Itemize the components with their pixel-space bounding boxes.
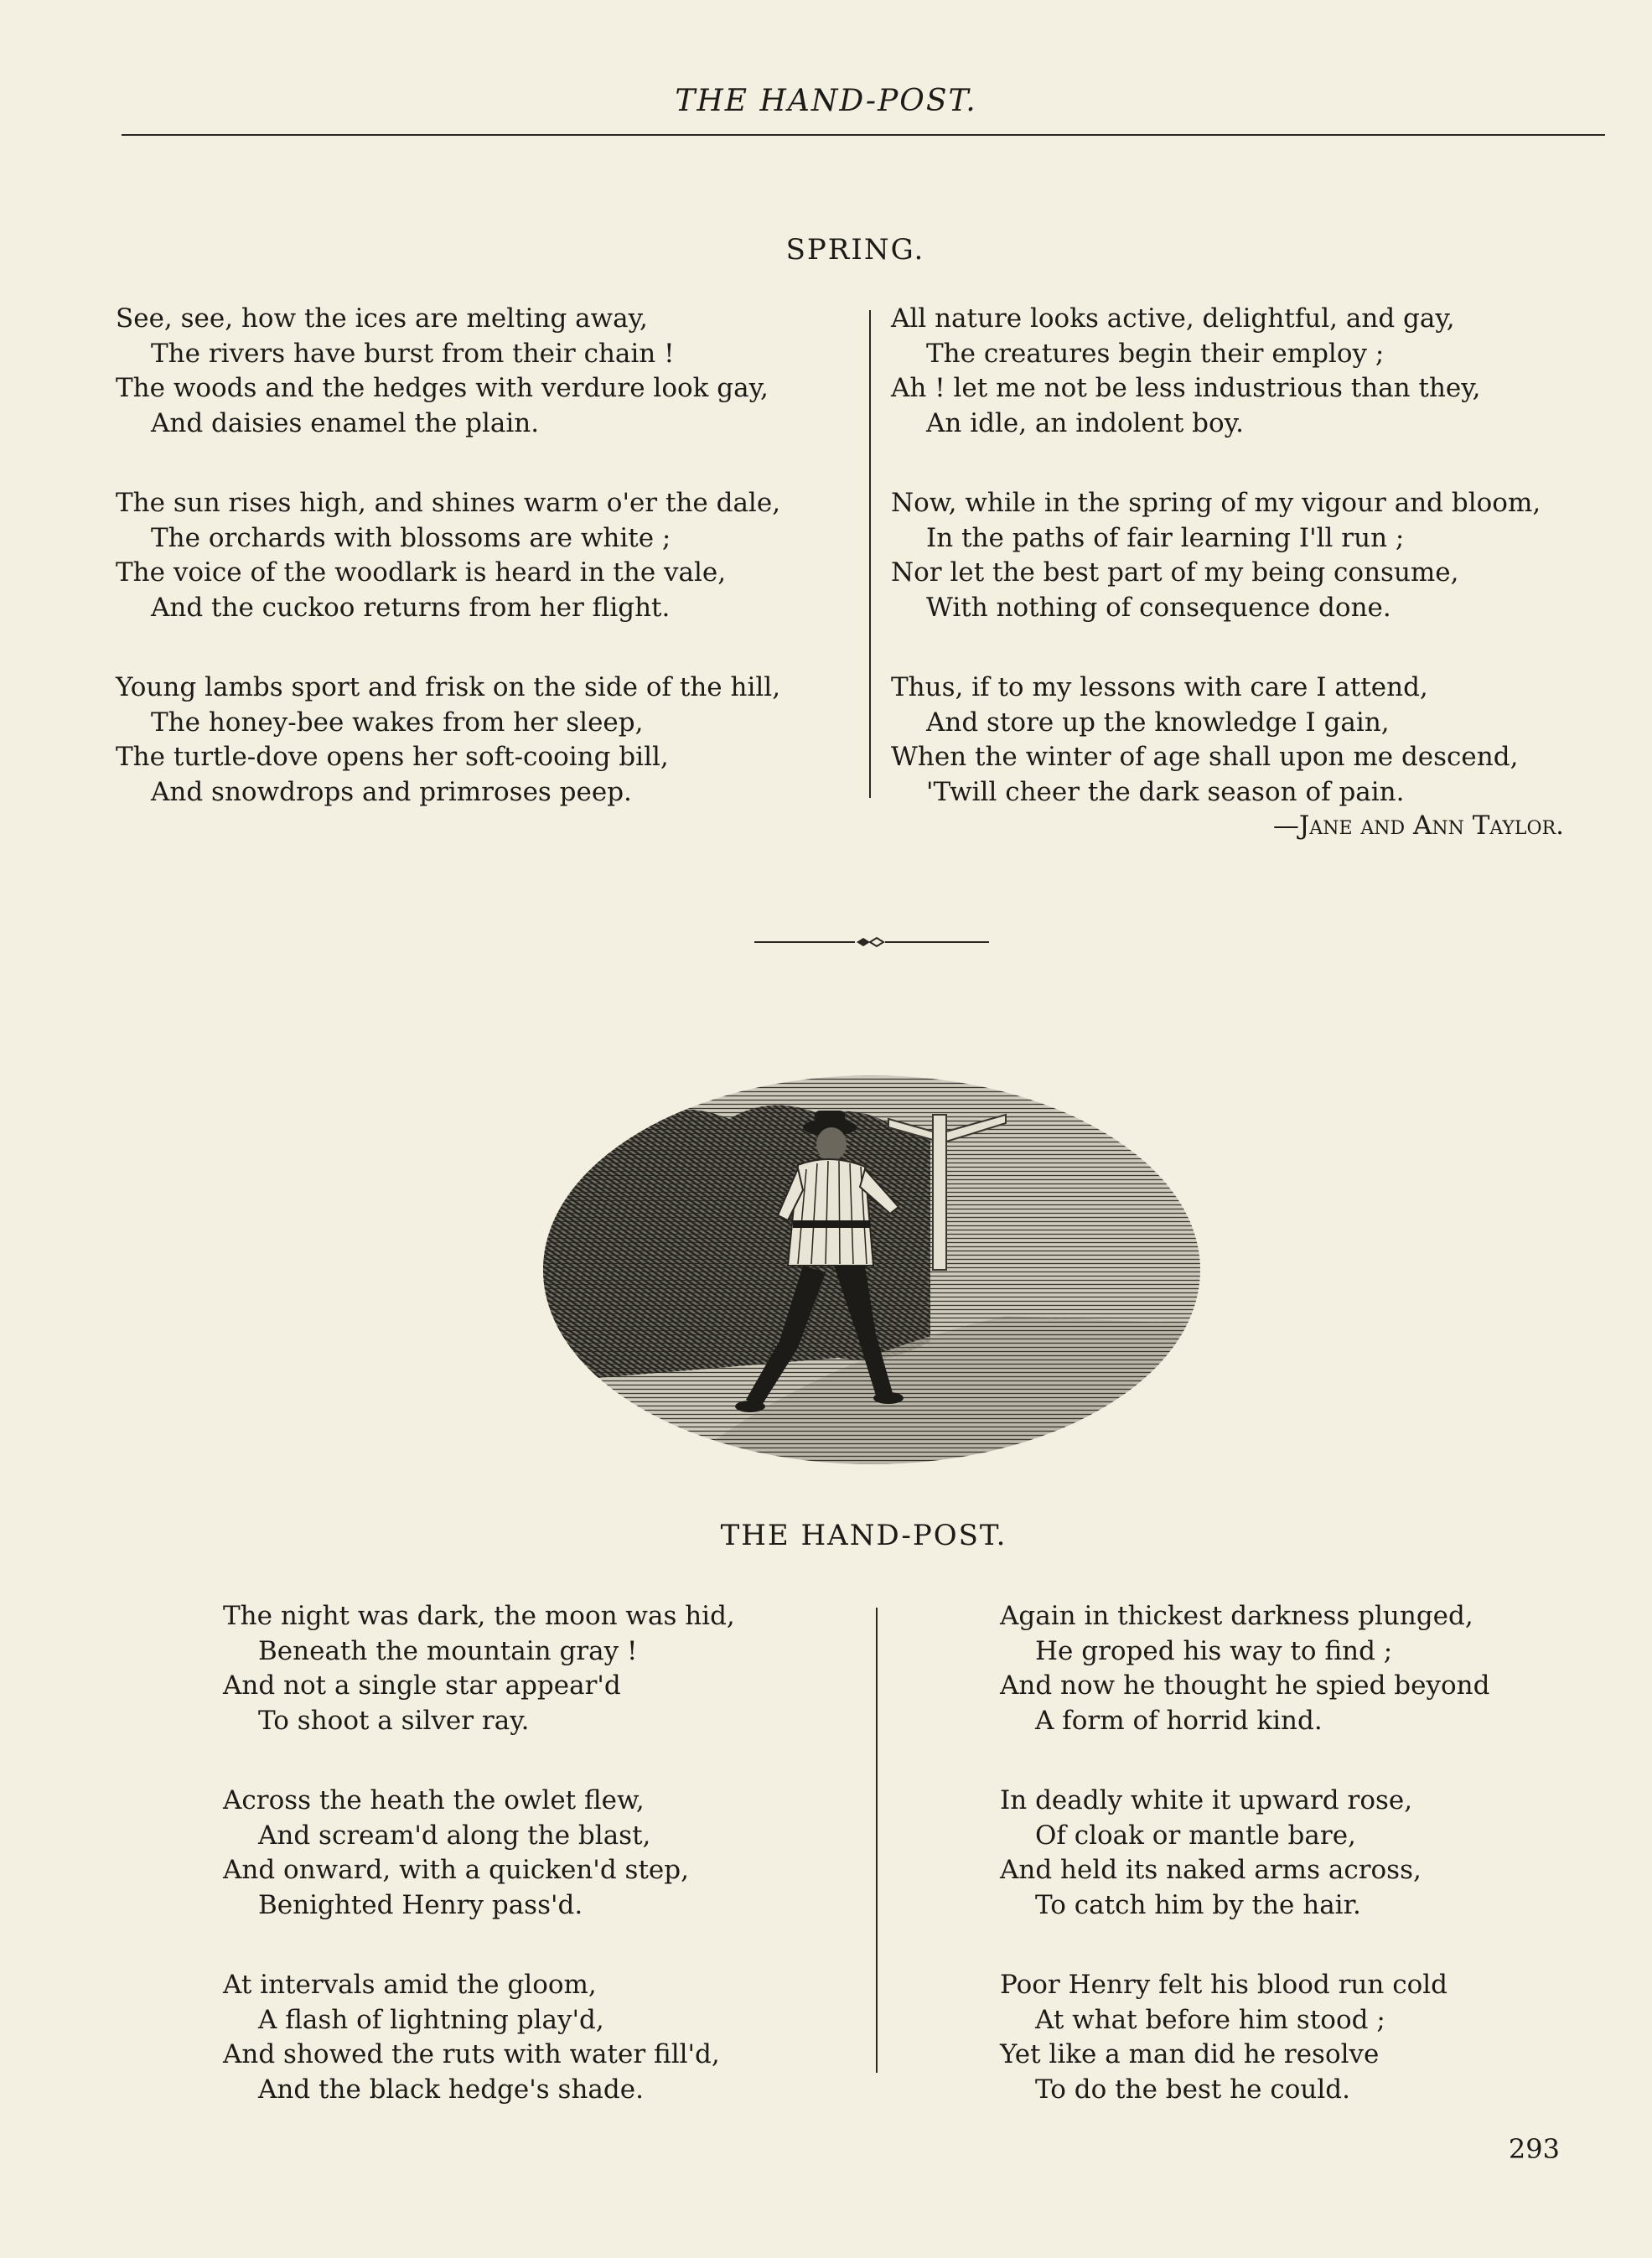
- poem-line: And held its naked arms across,: [1000, 1855, 1422, 1885]
- poem-line: When the winter of age shall upon me descend,: [891, 742, 1519, 772]
- poem-line: Again in thickest darkness plunged,: [1000, 1601, 1473, 1631]
- poem-line: At what before him stood ;: [1035, 2004, 1385, 2035]
- poem-line: And daisies enamel the plain.: [151, 407, 540, 438]
- poem-line: And not a single star appear'd: [223, 1670, 621, 1701]
- handpost-right-column: [1000, 1599, 1489, 2152]
- poem-line: Of cloak or mantle bare,: [1035, 1820, 1356, 1851]
- poem-line: And store up the knowledge I gain,: [926, 707, 1390, 738]
- poem-line: The honey-bee wakes from her sleep,: [151, 707, 644, 738]
- poem-line: A flash of lightning play'd,: [258, 2004, 604, 2035]
- poem-title-spring: SPRING.: [785, 233, 925, 267]
- poem-line: In deadly white it upward rose,: [1000, 1785, 1413, 1815]
- poem-line: Benighted Henry pass'd.: [258, 1889, 583, 1920]
- poem-line: To shoot a silver ray.: [258, 1705, 530, 1736]
- poem-line: The creatures begin their employ ;: [926, 338, 1385, 369]
- poem-line: An idle, an indolent boy.: [926, 407, 1244, 438]
- poem-line: And showed the ruts with water fill'd,: [223, 2039, 720, 2069]
- poem-line: The woods and the hedges with verdure look gay,: [116, 373, 769, 403]
- poem-line: Now, while in the spring of my vigour and bloom,: [891, 488, 1541, 518]
- stanza: [1000, 1968, 1489, 2107]
- poem-line: He groped his way to find ;: [1035, 1635, 1393, 1666]
- poem-line: All nature looks active, delightful, and gay,: [891, 303, 1455, 334]
- poem-line: And scream'd along the blast,: [258, 1820, 651, 1851]
- poem-line: And onward, with a quicken'd step,: [223, 1855, 689, 1885]
- poem-title-hand-post: THE HAND-POST.: [720, 1519, 1007, 1552]
- stanza: [116, 671, 780, 810]
- poem-line: To do the best he could.: [1035, 2074, 1350, 2105]
- running-head: THE HAND-POST.: [675, 84, 977, 118]
- poem-line: See, see, how the ices are melting away,: [116, 303, 648, 334]
- poem-line: And the cuckoo returns from her flight.: [151, 592, 671, 623]
- poem-line: The night was dark, the moon was hid,: [223, 1601, 735, 1631]
- poem-line: A form of horrid kind.: [1035, 1705, 1323, 1736]
- hand-post-engraving: [536, 1064, 1207, 1484]
- stanza: [891, 486, 1541, 625]
- poem-line: The voice of the woodlark is heard in the vale,: [116, 557, 727, 588]
- poem-line: Across the heath the owlet flew,: [223, 1785, 645, 1815]
- ornament-divider: [754, 932, 989, 952]
- poem-line: With nothing of consequence done.: [926, 592, 1391, 623]
- handpost-left-column: [223, 1599, 735, 2152]
- column-divider: [869, 310, 871, 798]
- attribution: —Jane and Ann Taylor.: [1272, 810, 1564, 841]
- page-number: 293: [1508, 2133, 1560, 2165]
- poem-line: Ah ! let me not be less industrious than they,: [891, 373, 1481, 403]
- poem-line: The turtle-dove opens her soft-cooing bill,: [116, 742, 669, 772]
- poem-line: And snowdrops and primroses peep.: [151, 776, 632, 807]
- poem-line: Young lambs sport and frisk on the side of the hill,: [116, 672, 781, 702]
- stanza: [1000, 1784, 1489, 1923]
- stanza: [116, 302, 780, 441]
- poem-line: The sun rises high, and shines warm o'er the dale,: [116, 488, 781, 518]
- poem-line: To catch him by the hair.: [1035, 1889, 1361, 1920]
- spring-right-column: [891, 302, 1541, 855]
- poem-line: And the black hedge's shade.: [258, 2074, 644, 2105]
- column-divider: [876, 1608, 878, 2073]
- stanza: [223, 1599, 735, 1738]
- stanza: [116, 486, 780, 625]
- poem-line: The orchards with blossoms are white ;: [151, 522, 671, 553]
- stanza: [891, 302, 1541, 441]
- poem-line: At intervals amid the gloom,: [223, 1970, 597, 2000]
- stanza: [223, 1784, 735, 1923]
- poem-line: In the paths of fair learning I'll run ;: [926, 522, 1405, 553]
- poem-line: Nor let the best part of my being consume,: [891, 557, 1459, 588]
- stanza: [1000, 1599, 1489, 1738]
- header-rule: [122, 134, 1605, 136]
- poem-line: Poor Henry felt his blood run cold: [1000, 1970, 1447, 2000]
- spring-left-column: [116, 302, 780, 855]
- poem-line: 'Twill cheer the dark season of pain.: [926, 776, 1405, 807]
- poem-line: Yet like a man did he resolve: [1000, 2039, 1380, 2069]
- poem-line: And now he thought he spied beyond: [1000, 1670, 1490, 1701]
- stanza: [223, 1968, 735, 2107]
- poem-line: Beneath the mountain gray !: [258, 1635, 638, 1666]
- stanza: [891, 671, 1541, 810]
- poem-line: The rivers have burst from their chain !: [151, 338, 675, 369]
- poem-line: Thus, if to my lessons with care I attend,: [891, 672, 1428, 702]
